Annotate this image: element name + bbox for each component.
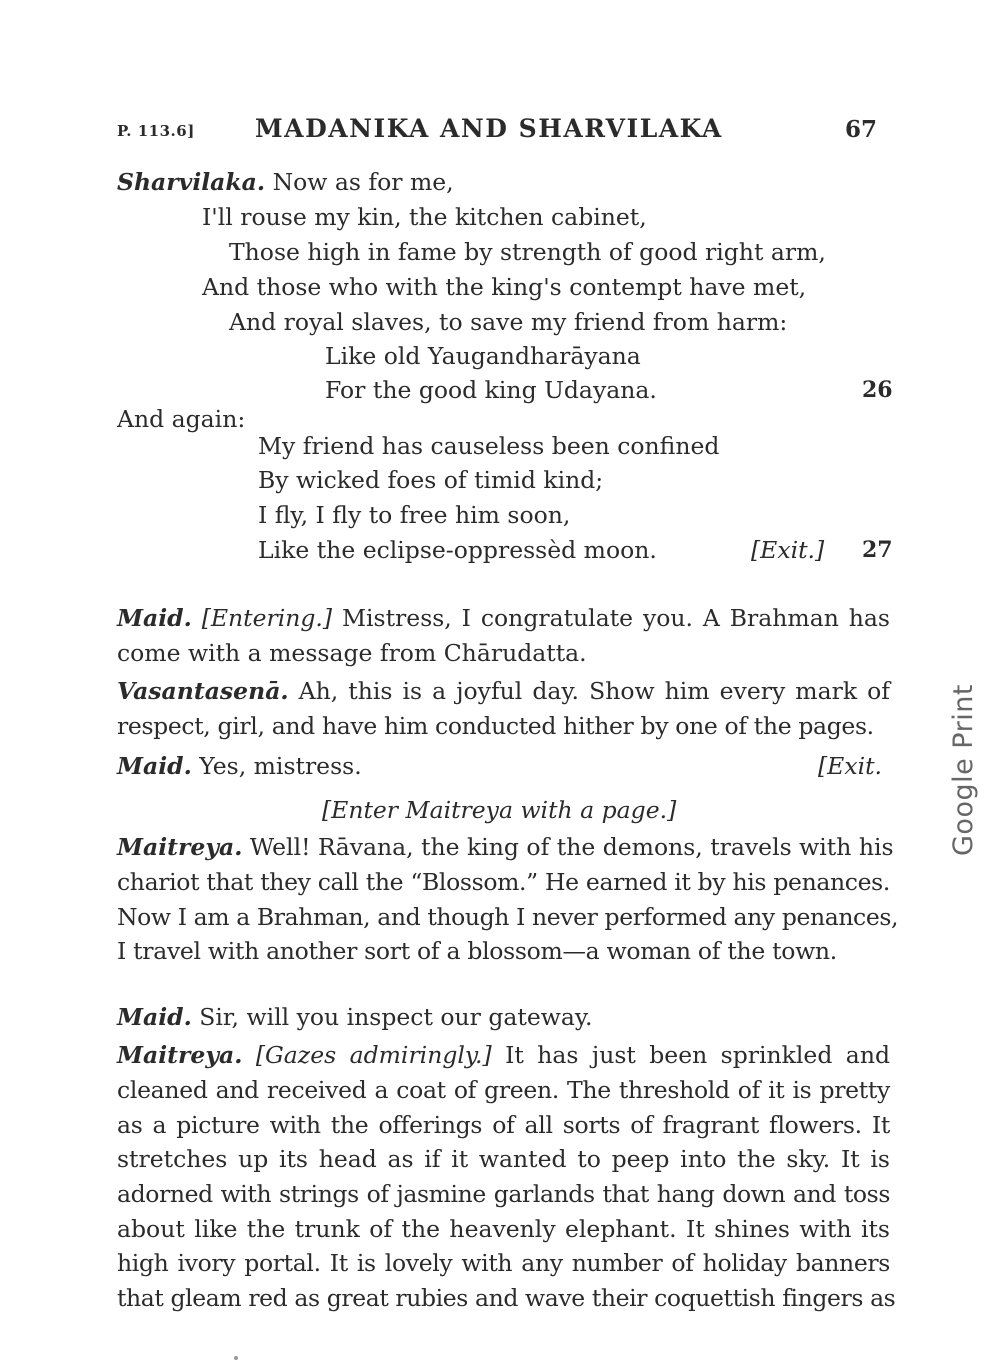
- dialogue-line: [117, 749, 362, 783]
- speaker-name: Maid.: [117, 604, 192, 632]
- dialogue-line: cleaned and received a coat of green. The threshold of it is pretty: [117, 1076, 890, 1104]
- intro-text: Now as for me,: [265, 168, 454, 196]
- verse-line: And royal slaves, to save my friend from harm:: [229, 308, 788, 336]
- dialogue-line: about like the trunk of the heavenly elephant. It shines with its: [117, 1215, 890, 1243]
- dialogue-line: [117, 830, 894, 864]
- stage-direction: [Gazes admiringly.]: [255, 1041, 492, 1069]
- running-title: MADANIKA AND SHARVILAKA: [255, 114, 723, 143]
- verse-line: For the good king Udayana.: [325, 376, 657, 404]
- verse-line: Those high in fame by strength of good right arm,: [229, 238, 826, 266]
- dialogue-text: It has just been sprinkled and: [505, 1041, 890, 1069]
- speaker-name: Sharvilaka.: [117, 168, 266, 196]
- speaker-name: Maid.: [117, 1003, 192, 1031]
- verse-line: I'll rouse my kin, the kitchen cabinet,: [202, 203, 647, 231]
- dialogue-line: [117, 1038, 890, 1072]
- dialogue-text: Ah, this is a joyful day. Show him every mark of: [298, 677, 890, 705]
- header-page-ref: P. 113.6]: [117, 122, 195, 140]
- verse1-intro-line: [117, 165, 454, 199]
- page-number: 67: [845, 116, 878, 143]
- speaker-name: Vasantasenā.: [117, 677, 289, 705]
- dialogue-line: as a picture with the offerings of all sorts of fragrant flowers. It: [117, 1111, 890, 1139]
- dialogue-line: Now I am a Brahman, and though I never performed any penances,: [117, 903, 899, 931]
- dialogue-text: Mistress, I congratulate you. A Brahman has: [341, 604, 890, 632]
- scan-speck: [234, 1356, 238, 1360]
- dialogue-line: [117, 1000, 593, 1034]
- verse-line: Like old Yaugandharāyana: [325, 342, 641, 370]
- dialogue-line: respect, girl, and have him conducted hither by one of the pages.: [117, 712, 874, 740]
- dialogue-text: Sir, will you inspect our gateway.: [199, 1003, 593, 1031]
- dialogue-line: [117, 674, 890, 708]
- verse-line: My friend has causeless been confined: [258, 432, 720, 460]
- verse-line: I fly, I fly to free him soon,: [258, 501, 571, 529]
- stage-direction: [Entering.]: [201, 604, 333, 632]
- verse-line: Like the eclipse-oppressèd moon.: [258, 536, 657, 564]
- dialogue-line: come with a message from Chārudatta.: [117, 639, 587, 667]
- speaker-name: Maitreya.: [117, 1041, 243, 1069]
- speaker-name: Maitreya.: [117, 833, 243, 861]
- dialogue-line: high ivory portal. It is lovely with any number of holiday banners: [117, 1249, 890, 1277]
- verse2-intro: And again:: [117, 405, 246, 433]
- dialogue-line: chariot that they call the “Blossom.” He earned it by his penances.: [117, 868, 890, 896]
- verse-number: 26: [862, 377, 893, 403]
- stage-direction-centered: [Enter Maitreya with a page.]: [322, 796, 677, 824]
- dialogue-line: stretches up its head as if it wanted to peep into the sky. It is: [117, 1145, 890, 1173]
- verse-line: By wicked foes of timid kind;: [258, 466, 604, 494]
- google-print-watermark: Google Print: [948, 684, 979, 856]
- verse-number: 27: [862, 537, 893, 563]
- dialogue-line: I travel with another sort of a blossom—a woman of the town.: [117, 937, 837, 965]
- exit-direction: [Exit.]: [751, 536, 825, 564]
- dialogue-text: Yes, mistress.: [199, 752, 362, 780]
- exit-direction: [Exit.: [818, 752, 883, 780]
- speaker-name: Maid.: [117, 752, 192, 780]
- dialogue-text: Well! Rāvana, the king of the demons, travels with his: [249, 833, 894, 861]
- verse-line: And those who with the king's contempt have met,: [202, 273, 807, 301]
- dialogue-line: [117, 601, 890, 635]
- dialogue-line: adorned with strings of jasmine garlands that hang down and toss: [117, 1180, 890, 1208]
- dialogue-line: that gleam red as great rubies and wave their coquettish fingers as: [117, 1284, 896, 1312]
